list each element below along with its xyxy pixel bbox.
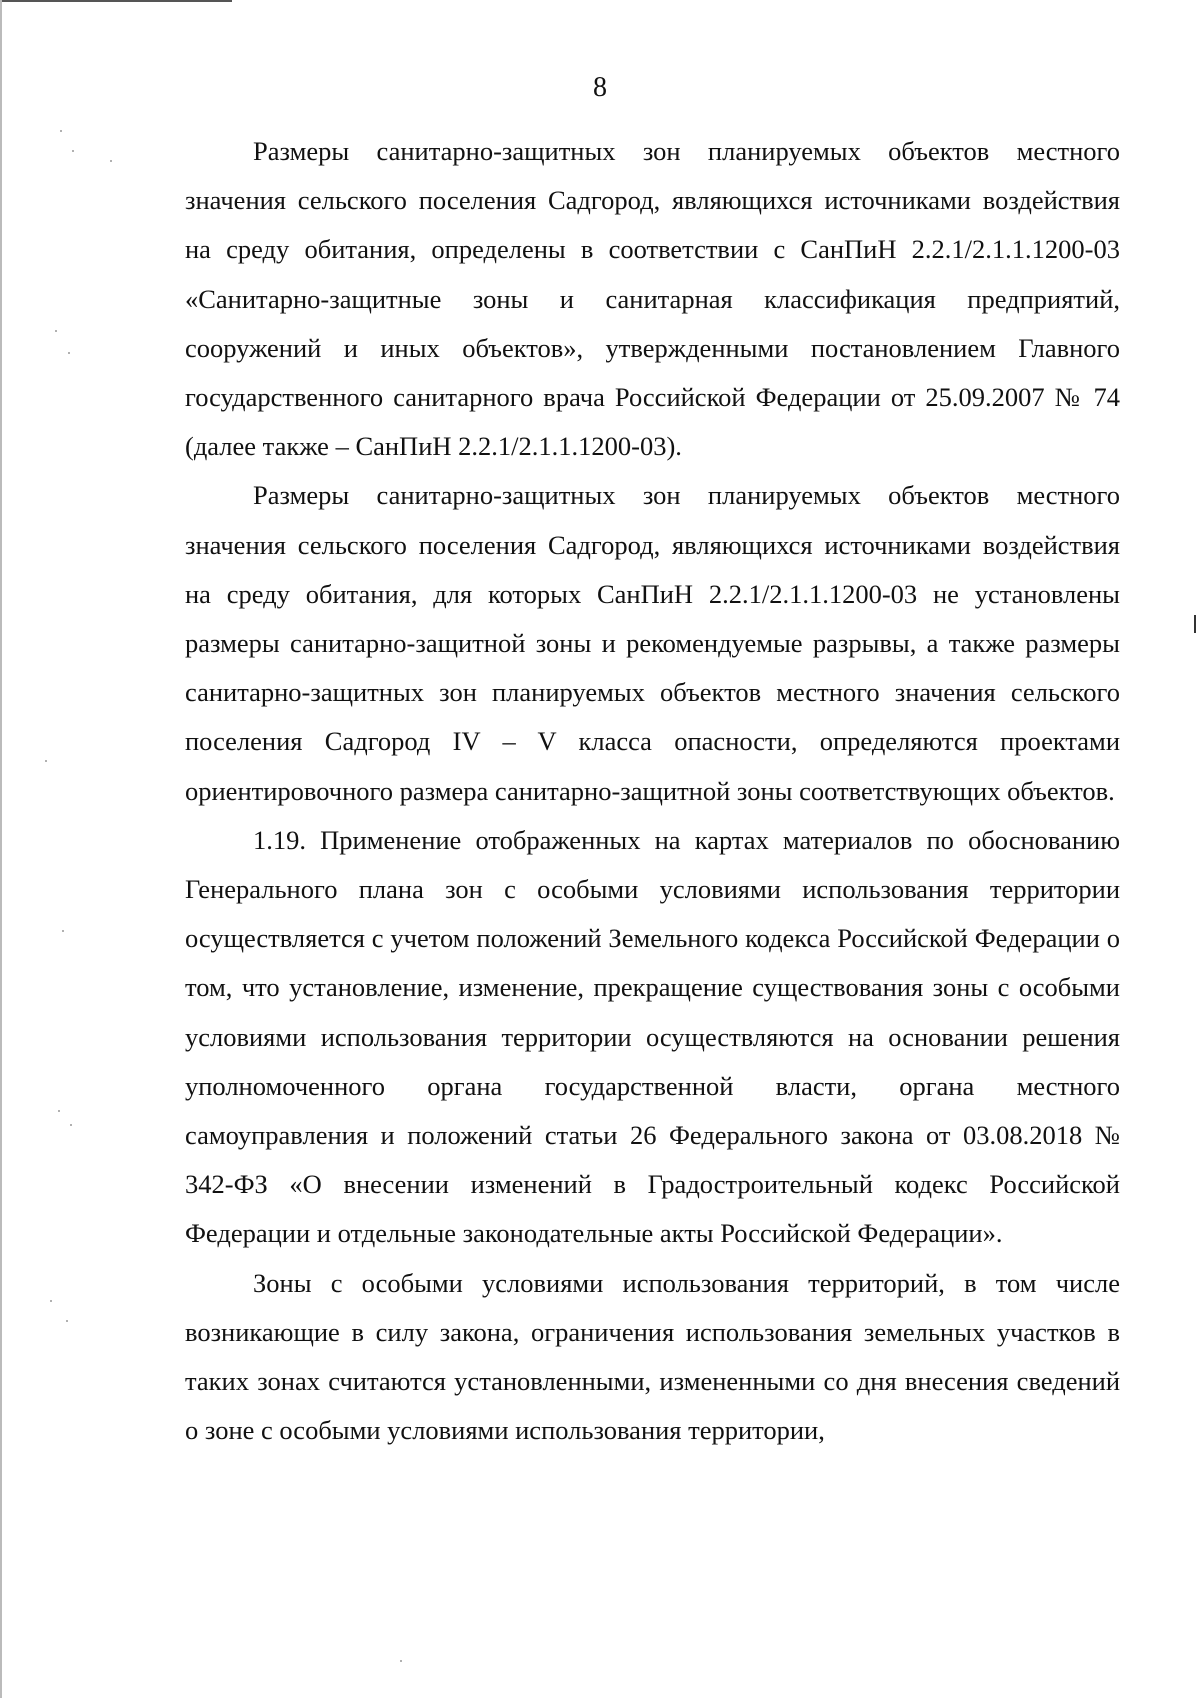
scan-speck [45, 760, 47, 762]
paragraph-sanitary-zones-projects: Размеры санитарно-защитных зон планируемых объектов местного значения сельского поселения Садгород, являющихся источниками воздействия на среду обитания, для которых СанПиН 2.2.1/2.1.1.1200-03 не установлены размеры санитарно-защитной зоны и рекомендуемые разрывы, а также размеры санитарно-защитных зон планируемых объектов местного значения сельского поселения Садгород IV – V класса опасности, определяются проектами ориентировочного размера санитарно-защитной зоны соответствующих объектов. [185, 480, 1120, 806]
scan-speck [110, 160, 112, 162]
scan-speck [68, 352, 70, 354]
document-body [185, 127, 1120, 1455]
paragraph-zones-established: Зоны с особыми условиями использования территорий, в том числе возникающие в силу закона, ограничения использования земельных участков в таких зонах считаются установленными, измененными со дня внесения сведений о зоне с особыми условиями использования территории, [185, 1267, 1120, 1446]
scan-edge-left [0, 0, 2, 1698]
scan-speck [70, 1124, 72, 1126]
scan-speck [50, 1300, 52, 1302]
scan-speck [400, 1660, 402, 1662]
scan-mark-right [1194, 615, 1196, 633]
scan-speck [55, 330, 57, 332]
paragraph-sanitary-zones-intro: Размеры санитарно-защитных зон планируемых объектов местного значения сельского поселения Садгород, являющихся источниками воздействия на среду обитания, определены в соответствии с СанПиН 2.2.1/2.1.1.1200-03 «Санитарно-защитные зоны и санитарная классификация предприятий, сооружений и иных объектов», утвержденными постановлением Главного государственного санитарного врача Российской Федерации от 25.09.2007 № 74 (далее также – СанПиН 2.2.1/2.1.1.1200-03). [185, 136, 1120, 462]
page-number: 8 [593, 72, 607, 103]
scan-speck [66, 1320, 68, 1322]
scan-speck [62, 930, 64, 932]
scan-speck [72, 150, 74, 152]
scan-speck [58, 1110, 60, 1112]
paragraph-1-19: 1.19. Применение отображенных на картах материалов по обоснованию Генерального плана зон с особыми условиями использования территории осуществляется с учетом положений Земельного кодекса Российской Федерации о том, что установление, изменение, прекращение существования зоны с особыми условиями использования территории осуществляются на основании решения уполномоченного органа государственной власти, органа местного самоуправления и положений статьи 26 Федерального закона от 03.08.2018 № 342-ФЗ «О внесении изменений в Градостроительный кодекс Российской Федерации и отдельные законодательные акты Российской Федерации». [185, 824, 1120, 1249]
scan-speck [60, 130, 62, 132]
scan-edge-top [0, 0, 232, 2]
